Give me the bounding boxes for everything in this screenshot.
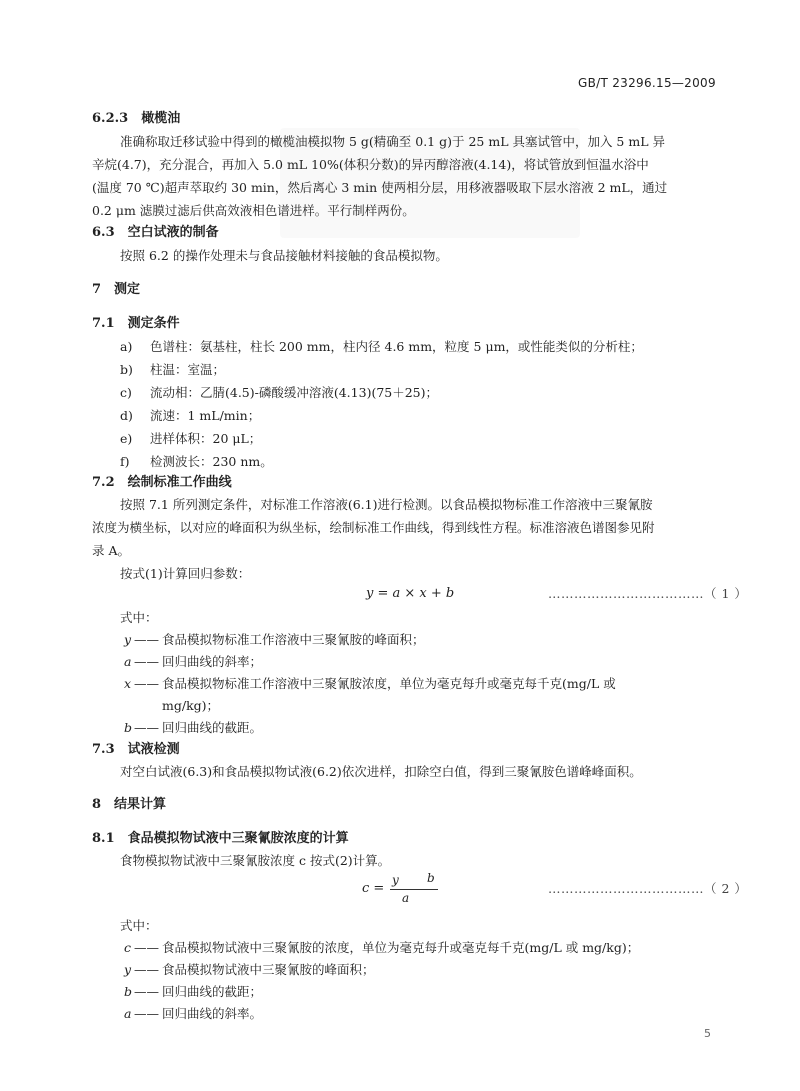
equation-1: y = a × x + b xyxy=(366,586,455,601)
section-7-3-title: 7.3 试液检测 xyxy=(92,742,180,757)
equation-2-denominator: a xyxy=(402,891,410,905)
condition-label: d) xyxy=(120,408,133,423)
symbol-definition: 食品模拟物试液中三聚氰胺的浓度，单位为毫克每升或毫克每千克(mg/L 或 mg/kg)； xyxy=(162,940,640,955)
condition-text: 柱温：室温； xyxy=(150,362,226,377)
paragraph-line: 按照 7.1 所列测定条件，对标准工作溶液(6.1)进行检测。以食品模拟物标准工作溶液中三聚氰胺 xyxy=(120,497,653,512)
paragraph-line: 食物模拟物试液中三聚氰胺浓度 c 按式(2)计算。 xyxy=(120,853,391,868)
paragraph-line: (温度 70 ℃)超声萃取约 30 min，然后离心 3 min 使两相分层，用移液器吸取下层水溶液 2 mL，通过 xyxy=(92,180,668,195)
symbol-definition: 食品模拟物试液中三聚氰胺的峰面积； xyxy=(162,962,375,977)
symbol-definition: 回归曲线的截距； xyxy=(162,984,263,999)
symbol-dash: —— xyxy=(134,962,159,977)
symbol-definition: 回归曲线的斜率； xyxy=(162,654,263,669)
symbol-dash: —— xyxy=(134,654,159,669)
symbol-dash: —— xyxy=(134,940,159,955)
section-8-1-title: 8.1 食品模拟物试液中三聚氰胺浓度的计算 xyxy=(92,831,349,846)
symbol-dash: —— xyxy=(134,1006,159,1021)
symbol-definition: 食品模拟物标准工作溶液中三聚氰胺的峰面积； xyxy=(162,632,425,647)
equation-1-number: ………………………………（ 1 ） xyxy=(548,586,748,601)
symbol-dash: —— xyxy=(134,676,159,691)
condition-label: f) xyxy=(120,454,130,469)
condition-text: 进样体积：20 μL； xyxy=(150,431,262,446)
equation-2-numerator-b: b xyxy=(427,871,435,885)
symbol-dash: —— xyxy=(134,984,159,999)
paragraph-line: 准确称取迁移试验中得到的橄榄油模拟物 5 g(精确至 0.1 g)于 25 mL 具塞试管中，加入 5 mL 异 xyxy=(120,134,665,149)
section-8-title: 8 结果计算 xyxy=(92,797,167,812)
equation-2-lhs: c = xyxy=(362,881,385,896)
condition-text: 检测波长：230 nm。 xyxy=(150,454,273,469)
equation-2-number: ………………………………（ 2 ） xyxy=(548,881,748,896)
section-6-2-3-title: 6.2.3 橄榄油 xyxy=(92,111,181,126)
condition-label: a) xyxy=(120,339,133,354)
equation-2-numerator-y: y xyxy=(392,873,399,887)
paragraph-line: 辛烷(4.7)，充分混合，再加入 5.0 mL 10%(体积分数)的异丙醇溶液(4.14)，将试管放到恒温水浴中 xyxy=(92,157,649,172)
where-label: 式中： xyxy=(120,918,158,933)
symbol-definition: 回归曲线的截距。 xyxy=(162,720,263,735)
symbol: a xyxy=(124,654,132,669)
fraction-bar xyxy=(390,889,438,890)
symbol-definition-continued: mg/kg)； xyxy=(162,698,220,713)
section-6-3-title: 6.3 空白试液的制备 xyxy=(92,225,219,240)
symbol-definition: 食品模拟物标准工作溶液中三聚氰胺浓度，单位为毫克每升或毫克每千克(mg/L 或 xyxy=(162,676,616,691)
where-label: 式中： xyxy=(120,610,158,625)
symbol-dash: —— xyxy=(134,720,159,735)
symbol-definition: 回归曲线的斜率。 xyxy=(162,1006,263,1021)
condition-label: b) xyxy=(120,362,133,377)
condition-text: 流动相：乙腈(4.5)-磷酸缓冲溶液(4.13)(75＋25)； xyxy=(150,385,439,400)
symbol: y xyxy=(124,632,132,647)
condition-label: c) xyxy=(120,385,132,400)
symbol: x xyxy=(124,676,132,691)
paragraph-line: 录 A。 xyxy=(92,543,131,558)
symbol: b xyxy=(124,984,133,999)
page-number: 5 xyxy=(704,1027,711,1040)
symbol: a xyxy=(124,1006,132,1021)
condition-text: 色谱柱：氨基柱，柱长 200 mm，柱内径 4.6 mm，粒度 5 μm，或性能类似的分析柱； xyxy=(150,339,643,354)
condition-text: 流速：1 mL/min； xyxy=(150,408,261,423)
section-7-2-title: 7.2 绘制标准工作曲线 xyxy=(92,475,232,490)
symbol: b xyxy=(124,720,133,735)
condition-label: e) xyxy=(120,431,133,446)
paragraph-line: 按照 6.2 的操作处理未与食品接触材料接触的食品模拟物。 xyxy=(120,248,448,263)
symbol: c xyxy=(124,940,132,955)
symbol-dash: —— xyxy=(134,632,159,647)
standard-number-header: GB/T 23296.15—2009 xyxy=(578,76,716,90)
section-7-1-title: 7.1 测定条件 xyxy=(92,316,180,331)
paragraph-line: 0.2 μm 滤膜过滤后供高效液相色谱进样。平行制样两份。 xyxy=(92,203,415,218)
section-7-title: 7 测定 xyxy=(92,282,141,297)
equation-intro: 按式(1)计算回归参数： xyxy=(120,566,251,581)
paragraph-line: 对空白试液(6.3)和食品模拟物试液(6.2)依次进样，扣除空白值，得到三聚氰胺色谱峰峰面积。 xyxy=(120,764,642,779)
symbol: y xyxy=(124,962,132,977)
paragraph-line: 浓度为横坐标，以对应的峰面积为纵坐标，绘制标准工作曲线，得到线性方程。标准溶液色谱图参见附 xyxy=(92,520,655,535)
